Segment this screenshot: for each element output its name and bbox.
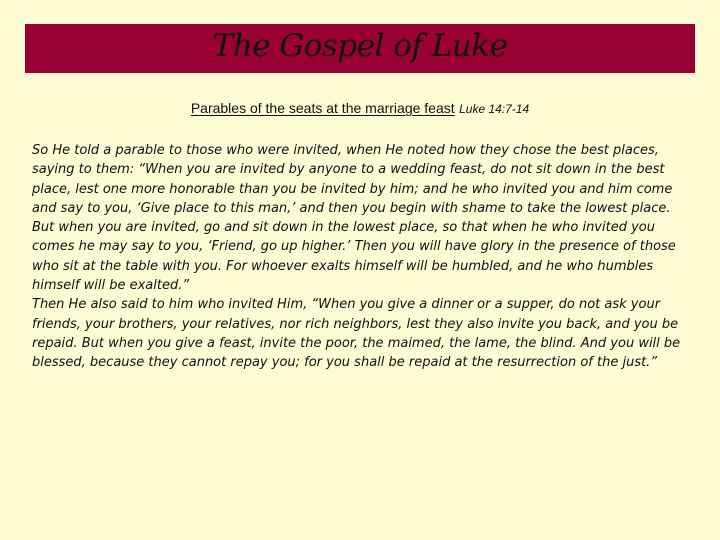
paragraph: So He told a parable to those who were invited, when He noted how they chose the best places, saying to them: “When you are invited by anyone to a wedding feast, do not sit down in the best place, lest one more honorable than you be invited by him; and he who invited you and him come and say to you, ‘Give place to this man,’ and then you begin with shame to take the lowest place. But when you are invited, go and sit down in the lowest place, so that when he who invited you comes he may say to you, ‘Friend, go up higher.’ Then you will have glory in the presence of those who sit at the table with you. For whoever exalts himself will be humbled, and he who humbles himself will be exalted.”: [32, 143, 676, 294]
title-banner: [25, 24, 695, 73]
body-text: [32, 141, 692, 373]
page-title: The Gospel of Luke: [212, 28, 508, 64]
paragraph: Then He also said to him who invited Him, “When you give a dinner or a supper, do not ask your friends, your brothers, your relatives, nor rich neighbors, lest they also invite you back, and you be repaid. But when you give a feast, invite the poor, the maimed, the lame, the blind. And you will be blessed, because they cannot repay you; for you shall be repaid at the resurrection of the just.”: [32, 297, 681, 371]
subtitle-heading: Parables of the seats at the marriage feast: [190, 100, 455, 116]
scripture-reference: Luke 14:7-14: [459, 102, 530, 116]
subtitle: [0, 100, 720, 118]
